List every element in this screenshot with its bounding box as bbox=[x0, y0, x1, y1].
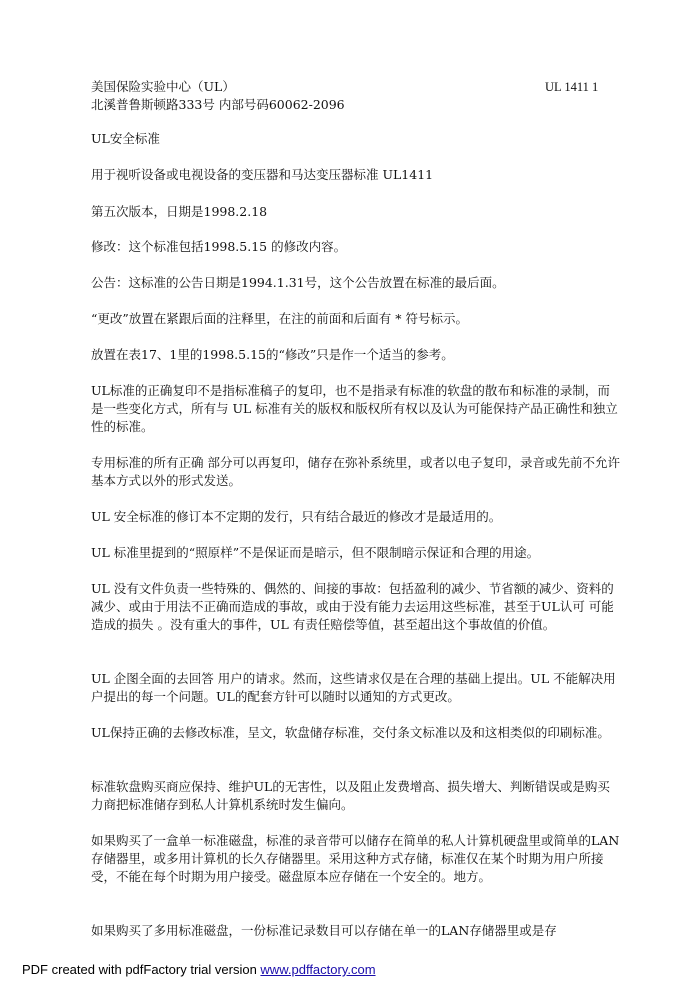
as-is-paragraph: UL 标准里提到的“照原样”不是保证而是暗示，但不限制暗示保证和合理的用途。 bbox=[91, 545, 540, 560]
revision-issue-paragraph: UL 安全标准的修订本不定期的发行，只有结合最近的修改才是最适用的。 bbox=[91, 509, 502, 524]
header-address: 北溪普鲁斯顿路333号 内部号码60062-2096 bbox=[91, 97, 345, 112]
pdffactory-link[interactable]: www.pdffactory.com bbox=[260, 962, 376, 977]
bulletin-note: 公告：这标准的公告日期是1994.1.31号，这个公告放置在标准的最后面。 bbox=[91, 275, 505, 290]
pdf-footer bbox=[22, 962, 376, 977]
header-org: 美国保险实验中心（UL） bbox=[91, 79, 235, 94]
purchaser-paragraph: 标准软盘购买商应保持、维护UL的无害性，以及阻止发费增高、损失增大、判断错误或是购买力商把标准储存到私人计算机系统时发生偏向。 bbox=[91, 779, 610, 812]
multi-disk-paragraph: 如果购买了多用标准磁盘，一份标准记录数目可以存储在单一的LAN存储器里或是存 bbox=[91, 923, 557, 938]
copyright-paragraph: UL标准的正确复印不是指标准稿子的复印，也不是指录有标准的软盘的散布和标准的录制，而是一些变化方式，所有与 UL 标准有关的版权和版权所有权以及认为可能保持产品正确性和独立性的标准。 bbox=[91, 383, 618, 434]
standard-heading: UL安全标准 bbox=[91, 131, 160, 146]
edition-date: 第五次版本，日期是1998.2.18 bbox=[91, 204, 268, 219]
footer-prefix: PDF created with pdfFactory trial version bbox=[22, 962, 261, 977]
header-doc-ref: UL 1411 1 bbox=[545, 80, 599, 94]
liability-paragraph: UL 没有文件负责一些特殊的、偶然的、间接的事故：包括盈利的减少、节省额的减少、资料的减少、或由于用法不正确而造成的事故，或由于没有能力去运用这些标准，甚至于UL认可 可能造成的损失 。没有重大的事件，UL 有责任赔偿等值，甚至超出这个事故值的价值。 bbox=[91, 581, 614, 632]
requests-paragraph: UL 企图全面的去回答 用户的请求。然而，这些请求仅是在合理的基础上提出。UL 不能解决用户提出的每一个问题。UL的配套方针可以随时以通知的方式更改。 bbox=[91, 671, 616, 704]
reproduction-paragraph: 专用标准的所有正确 部分可以再复印，储存在弥补系统里，或者以电子复印，录音或先前不允许基本方式以外的形式发送。 bbox=[91, 455, 620, 488]
revision-note: 修改：这个标准包括1998.5.15 的修改内容。 bbox=[91, 239, 347, 254]
changes-note: “更改”放置在紧跟后面的注释里，在注的前面和后面有 * 符号标示。 bbox=[91, 311, 468, 326]
table-reference-note: 放置在表17、1里的1998.5.15的“修改”只是作一个适当的参考。 bbox=[91, 347, 454, 362]
modification-rights-paragraph: UL保持正确的去修改标准，呈文，软盘储存标准，交付条文标准以及和这相类似的印刷标准。 bbox=[91, 725, 610, 740]
standard-title: 用于视听设备或电视设备的变压器和马达变压器标准 UL1411 bbox=[91, 167, 434, 182]
single-disk-paragraph: 如果购买了一盒单一标准磁盘，标准的录音带可以储存在简单的私人计算机硬盘里或简单的LAN存储器里，或多用计算机的长久存储器里。采用这种方式存储，标准仅在某个时期为用户所接受，不能在每个时期为用户接受。磁盘原本应存储在一个安全的。地方。 bbox=[91, 833, 620, 884]
